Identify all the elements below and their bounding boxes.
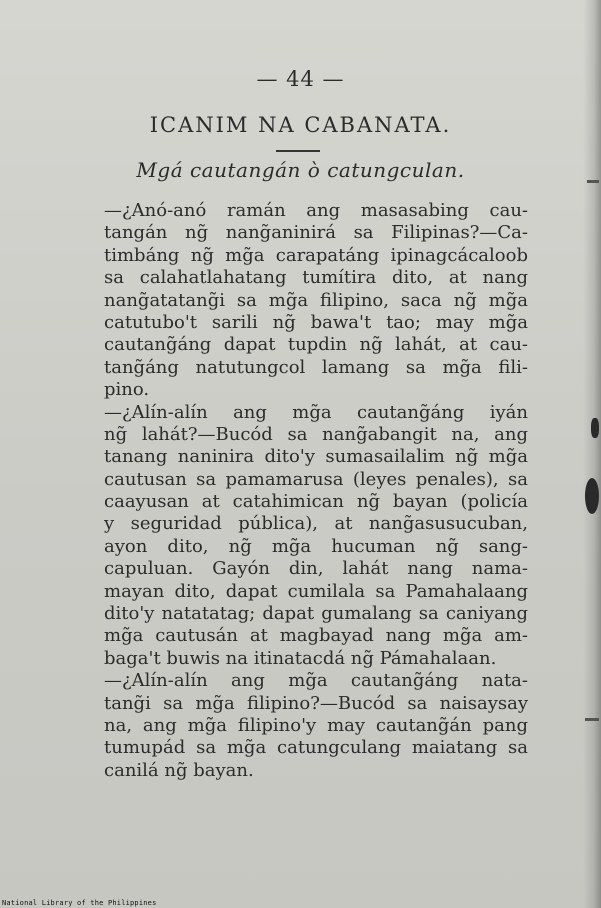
text-line: —¿Anó-anó ramán ang masasabing cau- xyxy=(104,200,528,221)
text-line: dito'y natatatag; dapat gumalang sa caniyang xyxy=(104,603,528,625)
binding-hole xyxy=(585,478,599,514)
title-rule xyxy=(276,150,320,152)
text-line: —¿Alín-alín ang mg̃a cautang̃áng nata- xyxy=(104,670,528,692)
edge-mark-bottom xyxy=(585,718,599,721)
text-line: cautang̃áng dapat tupdin ng̃ lahát, at cau- xyxy=(104,334,528,356)
text-line: ng̃ lahát?—Bucód sa nang̃abangit na, ang xyxy=(104,423,528,445)
text-line: timbáng ng̃ mg̃a carapatáng ipinagcácaloob xyxy=(104,244,528,266)
chapter-subtitle: Mgá cautangán ò catungculan. xyxy=(136,158,465,182)
text-line: canilá ng̃ bayan. xyxy=(104,759,254,781)
text-line: tang̃i sa mg̃a filipino?—Bucód sa naisaysay xyxy=(104,692,528,714)
text-line: caayusan at catahimican ng̃ bayan (policía xyxy=(104,491,528,513)
library-footer: National Library of the Philippines xyxy=(2,899,157,907)
edge-stain xyxy=(591,418,599,438)
page-number: — 44 — xyxy=(256,67,345,91)
text-line: catutubo't sarili ng̃ bawa't tao; may mg̃a xyxy=(104,311,528,333)
text-line: baga't buwis na itinatacdá ng̃ Pámahalaan. xyxy=(104,647,497,669)
text-line: tang̃áng natutungcol lamang sa mg̃a fili- xyxy=(104,356,528,378)
text-line: —¿Alín-alín ang mg̃a cautang̃áng iyán xyxy=(104,401,528,423)
text-line: mg̃a cautusán at magbayad nang mg̃a am- xyxy=(104,625,528,647)
text-line: y seguridad pública), at nang̃asusucuban, xyxy=(104,513,528,535)
text-line: capuluan. Gayón din, lahát nang nama- xyxy=(104,558,528,580)
chapter-title: ICANIM NA CABANATA. xyxy=(149,113,452,137)
text-line: pino. xyxy=(104,379,150,401)
text-line: nang̃atatang̃i sa mg̃a filipino, saca ng̃ mg̃a xyxy=(104,289,528,311)
body-text xyxy=(104,200,528,782)
text-line: tumupád sa mg̃a catungculang maiatang sa xyxy=(104,737,528,759)
text-line: ayon dito, ng̃ mg̃a hucuman ng̃ sang- xyxy=(104,535,528,557)
text-line: cautusan sa pamamarusa (leyes penales), sa xyxy=(104,468,528,490)
text-line: mayan dito, dapat cumilala sa Pamahalaang xyxy=(104,580,528,602)
text-line: tangán ng̃ nang̃aninirá sa Filipinas?—Ca- xyxy=(104,222,528,244)
text-line: sa calahatlahatang tumítira dito, at nang xyxy=(104,267,528,289)
text-line: na, ang mg̃a filipino'y may cautang̃án pang xyxy=(104,714,528,736)
text-line: tanang naninira dito'y sumasailalim ng̃ mg̃a xyxy=(104,446,528,468)
